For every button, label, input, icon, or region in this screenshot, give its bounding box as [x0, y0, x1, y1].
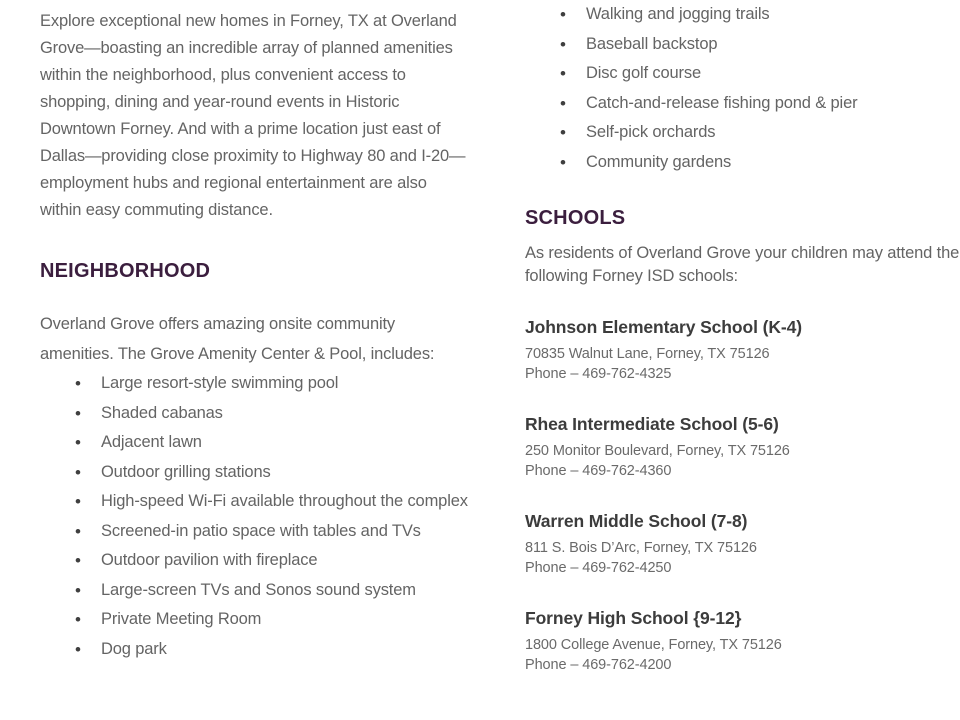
- school-address: 250 Monitor Boulevard, Forney, TX 75126: [525, 443, 790, 459]
- left-column: [40, 0, 468, 664]
- neighborhood-intro: Overland Grove offers amazing onsite community amenities. The Grove Amenity Center & Pool, includes:: [40, 315, 435, 363]
- school-entry: [525, 606, 960, 675]
- right-column: [525, 0, 960, 675]
- list-item: • Large-screen TVs and Sonos sound system: [75, 576, 468, 606]
- school-entry: [525, 315, 960, 384]
- intro-paragraph: Explore exceptional new homes in Forney, TX at Overland Grove—boasting an incredible array of planned amenities within the neighborhood, plus convenient access to shopping, dining and year-round events in Historic Downtown Forney. And with a prime location just east of Dallas—providing close proximity to Highway 80 and I-20—employment hubs and regional entertainment are also within easy commuting distance.: [40, 12, 466, 219]
- list-item: • Walking and jogging trails: [560, 0, 960, 30]
- schools-intro: As residents of Overland Grove your children may attend the following Forney ISD schools:: [525, 244, 960, 285]
- list-item: • Community gardens: [560, 148, 960, 178]
- list-item: • Outdoor grilling stations: [75, 458, 468, 488]
- school-phone: Phone – 469-762-4250: [525, 560, 672, 576]
- school-address: 70835 Walnut Lane, Forney, TX 75126: [525, 346, 770, 362]
- school-address: 811 S. Bois D’Arc, Forney, TX 75126: [525, 540, 757, 556]
- schools-heading: SCHOOLS: [525, 207, 626, 229]
- list-item: • Large resort-style swimming pool: [75, 369, 468, 399]
- school-entry: [525, 509, 960, 578]
- list-item: • Dog park: [75, 635, 468, 665]
- list-item: • Self-pick orchards: [560, 118, 960, 148]
- amenities-list-continued: [525, 0, 960, 177]
- list-item: • Screened-in patio space with tables and TVs: [75, 517, 468, 547]
- list-item: • High-speed Wi-Fi available throughout the complex: [75, 487, 468, 517]
- amenities-list: [40, 369, 468, 664]
- school-phone: Phone – 469-762-4360: [525, 463, 672, 479]
- school-name: Johnson Elementary School (K-4): [525, 317, 802, 337]
- school-name: Rhea Intermediate School (5-6): [525, 414, 779, 434]
- list-item: • Adjacent lawn: [75, 428, 468, 458]
- school-phone: Phone – 469-762-4325: [525, 366, 672, 382]
- list-item: • Private Meeting Room: [75, 605, 468, 635]
- school-name: Warren Middle School (7-8): [525, 511, 748, 531]
- school-entry: [525, 412, 960, 481]
- school-phone: Phone – 469-762-4200: [525, 657, 672, 673]
- school-name: Forney High School {9-12}: [525, 608, 742, 628]
- list-item: • Baseball backstop: [560, 30, 960, 60]
- neighborhood-heading: NEIGHBORHOOD: [40, 260, 211, 282]
- list-item: • Outdoor pavilion with fireplace: [75, 546, 468, 576]
- list-item: • Shaded cabanas: [75, 399, 468, 429]
- school-address: 1800 College Avenue, Forney, TX 75126: [525, 637, 782, 653]
- list-item: • Catch-and-release fishing pond & pier: [560, 89, 960, 119]
- list-item: • Disc golf course: [560, 59, 960, 89]
